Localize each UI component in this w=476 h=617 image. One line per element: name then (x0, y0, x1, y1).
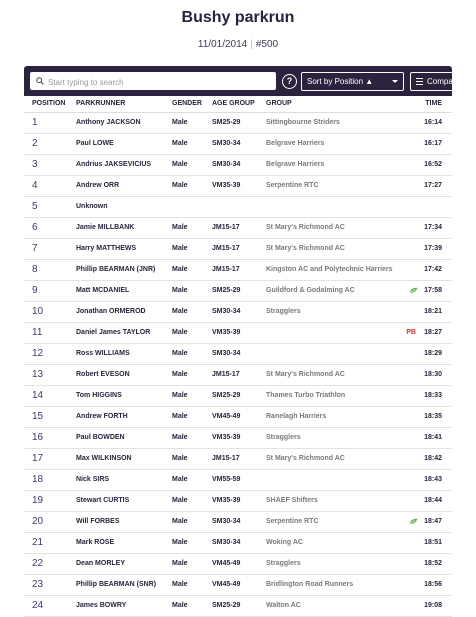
cell-group[interactable]: Walton AC (266, 602, 301, 609)
cell-age-group: SM30-34 (212, 308, 241, 315)
cell-time: 16:52 (424, 161, 442, 168)
cell-position: 11 (32, 327, 43, 338)
table-row[interactable] (24, 155, 452, 176)
cell-age-group: VM35-39 (212, 329, 241, 336)
caret-down-icon (392, 80, 398, 83)
cell-position: 7 (32, 243, 38, 254)
cell-gender: Male (172, 161, 188, 168)
cell-age-group: SM25-29 (212, 392, 241, 399)
cell-time: 18:51 (424, 539, 442, 546)
cell-group[interactable]: St Mary's Richmond AC (266, 371, 345, 378)
table-row[interactable] (24, 428, 452, 449)
cell-gender: Male (172, 350, 188, 357)
cell-parkrunner[interactable]: James BOWRY (76, 602, 127, 609)
cell-position: 19 (32, 495, 44, 506)
cell-time: 18:56 (424, 581, 442, 588)
table-row[interactable] (24, 134, 452, 155)
column-header-group[interactable]: GROUP (266, 100, 292, 107)
cell-gender: Male (172, 602, 188, 609)
page-title: Bushy parkrun (181, 9, 295, 26)
column-header-gender[interactable]: GENDER (172, 100, 202, 107)
cell-parkrunner[interactable]: Max WILKINSON (76, 455, 132, 462)
cell-age-group: SM30-34 (212, 539, 241, 546)
cell-age-group: JM15-17 (212, 245, 240, 252)
cell-group[interactable]: Stragglers (266, 560, 301, 567)
cell-position: 18 (32, 474, 44, 485)
cell-time: 18:41 (424, 434, 442, 441)
view-select[interactable] (410, 72, 473, 91)
cell-group[interactable]: St Mary's Richmond AC (266, 455, 345, 462)
cell-parkrunner[interactable]: Robert EVESON (76, 371, 130, 378)
cell-age-group: VM45-49 (212, 560, 241, 567)
cell-time: 18:47 (424, 518, 442, 525)
pb-badge: PB (406, 329, 416, 336)
cell-time: 18:44 (424, 497, 442, 504)
cell-time: 18:21 (424, 308, 442, 315)
cell-time: 18:29 (424, 350, 442, 357)
cell-position: 16 (32, 432, 44, 443)
cell-parkrunner[interactable]: Andrew FORTH (76, 413, 128, 420)
table-row[interactable] (24, 470, 452, 491)
search-input[interactable] (48, 75, 268, 91)
cell-age-group: VM35-39 (212, 497, 241, 504)
cell-group[interactable]: St Mary's Richmond AC (266, 245, 345, 252)
cell-age-group: VM45-49 (212, 413, 241, 420)
cell-position: 4 (32, 180, 38, 191)
table-row[interactable] (24, 596, 452, 617)
cell-position: 21 (32, 537, 44, 548)
table-row[interactable] (24, 512, 452, 533)
table-row[interactable] (24, 176, 452, 197)
cell-time: 17:42 (424, 266, 442, 273)
event-date: 11/01/2014 (197, 39, 248, 50)
table-row[interactable] (24, 386, 452, 407)
cell-age-group: SM25-29 (212, 602, 241, 609)
cell-gender: Male (172, 413, 188, 420)
meta-divider: | (250, 39, 253, 50)
cell-time: 17:27 (424, 182, 442, 189)
help-icon[interactable]: ? (282, 74, 297, 89)
cell-time: 18:52 (424, 560, 442, 567)
column-header-position[interactable]: POSITION (32, 100, 66, 107)
cell-group[interactable]: St Mary's Richmond AC (266, 224, 345, 231)
table-row[interactable] (24, 575, 452, 596)
cell-gender: Male (172, 287, 188, 294)
cell-group[interactable]: Stragglers (266, 434, 301, 441)
table-row[interactable] (24, 533, 452, 554)
table-row[interactable] (24, 281, 452, 302)
cell-position: 20 (32, 516, 44, 527)
cell-time: 19:08 (424, 602, 442, 609)
cell-position: 13 (32, 369, 44, 380)
menu-icon (416, 78, 423, 85)
cell-parkrunner[interactable]: Harry MATTHEWS (76, 245, 137, 252)
cell-position: 24 (32, 600, 44, 611)
cell-age-group: JM15-17 (212, 224, 240, 231)
cell-gender: Male (172, 539, 188, 546)
cell-group[interactable]: Sittingbourne Striders (266, 119, 340, 126)
table-row[interactable] (24, 554, 452, 575)
cell-position: 2 (32, 138, 38, 149)
sort-select[interactable] (301, 72, 404, 91)
table-row[interactable] (24, 491, 452, 512)
cell-time: 18:30 (424, 371, 442, 378)
cell-position: 6 (32, 222, 38, 233)
cell-age-group: JM15-17 (212, 371, 240, 378)
cell-group[interactable]: Thames Turbo Triathlon (266, 392, 346, 399)
cell-time: 18:33 (424, 392, 442, 399)
cell-time: 18:42 (424, 455, 442, 462)
cell-parkrunner[interactable]: Andrius JAKSEVICIUS (76, 161, 152, 168)
cell-age-group: SM30-34 (212, 350, 241, 357)
cell-group[interactable]: Woking AC (266, 539, 303, 546)
search-icon (36, 77, 44, 85)
cell-group[interactable]: SHAEF Shifters (266, 497, 318, 504)
cell-age-group: VM35-39 (212, 434, 241, 441)
cell-group[interactable]: Stragglers (266, 308, 301, 315)
cell-gender: Male (172, 140, 188, 147)
cell-gender: Male (172, 371, 188, 378)
cell-parkrunner[interactable]: Unknown (76, 203, 108, 210)
table-row[interactable] (24, 260, 452, 281)
table-row[interactable] (24, 449, 452, 470)
leaf-icon (409, 287, 418, 294)
cell-group[interactable]: Kingston AC and Polytechnic Harriers (266, 266, 393, 273)
cell-parkrunner[interactable]: Anthony JACKSON (76, 119, 141, 126)
event-number: #500 (255, 39, 279, 50)
cell-position: 1 (32, 117, 38, 128)
cell-gender: Male (172, 245, 188, 252)
cell-age-group: VM45-49 (212, 581, 241, 588)
cell-group[interactable]: Guildford & Godalming AC (266, 287, 355, 294)
cell-gender: Male (172, 308, 188, 315)
cell-gender: Male (172, 560, 188, 567)
cell-gender: Male (172, 182, 188, 189)
cell-position: 12 (32, 348, 44, 359)
cell-gender: Male (172, 329, 188, 336)
cell-time: 16:14 (424, 119, 442, 126)
cell-position: 3 (32, 159, 38, 170)
sort-select-label: Sort by Position ▲ (307, 77, 374, 86)
cell-parkrunner[interactable]: Phillip BEARMAN (JNR) (76, 266, 156, 273)
cell-position: 8 (32, 264, 38, 275)
table-row[interactable] (24, 239, 452, 260)
cell-group[interactable]: Bridlington Road Runners (266, 581, 354, 588)
cell-gender: Male (172, 581, 188, 588)
cell-parkrunner[interactable]: Daniel James TAYLOR (76, 329, 151, 336)
cell-parkrunner[interactable]: Dean MORLEY (76, 560, 126, 567)
search-box[interactable] (30, 72, 276, 90)
table-row[interactable] (24, 407, 452, 428)
table-row[interactable] (24, 113, 452, 134)
cell-time: 18:35 (424, 413, 442, 420)
cell-time: 17:39 (424, 245, 442, 252)
cell-parkrunner[interactable]: Phillip BEARMAN (SNR) (76, 581, 157, 588)
table-row[interactable] (24, 302, 452, 323)
cell-age-group: SM30-34 (212, 518, 241, 525)
cell-position: 15 (32, 411, 44, 422)
table-row[interactable] (24, 344, 452, 365)
cell-group[interactable]: Belgrave Harriers (266, 140, 325, 147)
cell-time: 17:58 (424, 287, 442, 294)
cell-gender: Male (172, 266, 188, 273)
cell-parkrunner[interactable]: Andrew ORR (76, 182, 120, 189)
cell-group[interactable]: Belgrave Harriers (266, 161, 325, 168)
cell-age-group: VM55-59 (212, 476, 241, 483)
cell-gender: Male (172, 476, 188, 483)
caret-down-icon (461, 80, 467, 83)
cell-position: 22 (32, 558, 44, 569)
table-row[interactable] (24, 323, 452, 344)
view-select-label: Compact (427, 77, 460, 86)
column-header-age-group[interactable]: AGE GROUP (212, 100, 255, 107)
cell-parkrunner[interactable]: Jamie MILLBANK (76, 224, 135, 231)
cell-position: 17 (32, 453, 44, 464)
cell-gender: Male (172, 224, 188, 231)
cell-parkrunner[interactable]: Jonathan ORMEROD (76, 308, 146, 315)
event-meta (0, 37, 476, 53)
cell-parkrunner[interactable]: Matt MCDANIEL (76, 287, 130, 294)
cell-time: 17:34 (424, 224, 442, 231)
column-header-time[interactable]: TIME (425, 100, 442, 107)
cell-gender: Male (172, 119, 188, 126)
column-header-parkrunner[interactable]: PARKRUNNER (76, 100, 126, 107)
leaf-icon (409, 518, 418, 525)
table-row[interactable] (24, 197, 452, 218)
cell-gender: Male (172, 392, 188, 399)
cell-age-group: VM35-39 (212, 182, 241, 189)
cell-gender: Male (172, 497, 188, 504)
cell-position: 9 (32, 285, 38, 296)
cell-gender: Male (172, 455, 188, 462)
cell-position: 23 (32, 579, 44, 590)
cell-time: 18:27 (424, 329, 442, 336)
cell-gender: Male (172, 518, 188, 525)
cell-age-group: SM25-29 (212, 287, 241, 294)
cell-position: 5 (32, 201, 38, 212)
table-header (24, 96, 452, 113)
cell-group[interactable]: Ranelagh Harriers (266, 413, 327, 420)
cell-parkrunner[interactable]: Paul BOWDEN (76, 434, 125, 441)
table-row[interactable] (24, 218, 452, 239)
cell-age-group: SM30-34 (212, 140, 241, 147)
results-table (24, 113, 452, 617)
cell-parkrunner[interactable]: Nick SIRS (76, 476, 110, 483)
cell-group[interactable]: Serpentine RTC (266, 518, 319, 525)
cell-time: 18:43 (424, 476, 442, 483)
table-row[interactable] (24, 365, 452, 386)
cell-parkrunner[interactable]: Ross WILLIAMS (76, 350, 130, 357)
cell-position: 10 (32, 306, 44, 317)
cell-group[interactable]: Serpentine RTC (266, 182, 319, 189)
cell-parkrunner[interactable]: Mark ROSE (76, 539, 115, 546)
cell-age-group: JM15-17 (212, 266, 240, 273)
cell-parkrunner[interactable]: Stewart CURTIS (76, 497, 130, 504)
cell-age-group: JM15-17 (212, 455, 240, 462)
cell-age-group: SM30-34 (212, 161, 241, 168)
cell-parkrunner[interactable]: Paul LOWE (76, 140, 114, 147)
cell-time: 16:17 (424, 140, 442, 147)
results-toolbar (24, 66, 460, 96)
cell-parkrunner[interactable]: Will FORBES (76, 518, 120, 525)
cell-gender: Male (172, 434, 188, 441)
cell-age-group: SM25-29 (212, 119, 241, 126)
cell-position: 14 (32, 390, 44, 401)
cell-parkrunner[interactable]: Tom HIGGINS (76, 392, 122, 399)
